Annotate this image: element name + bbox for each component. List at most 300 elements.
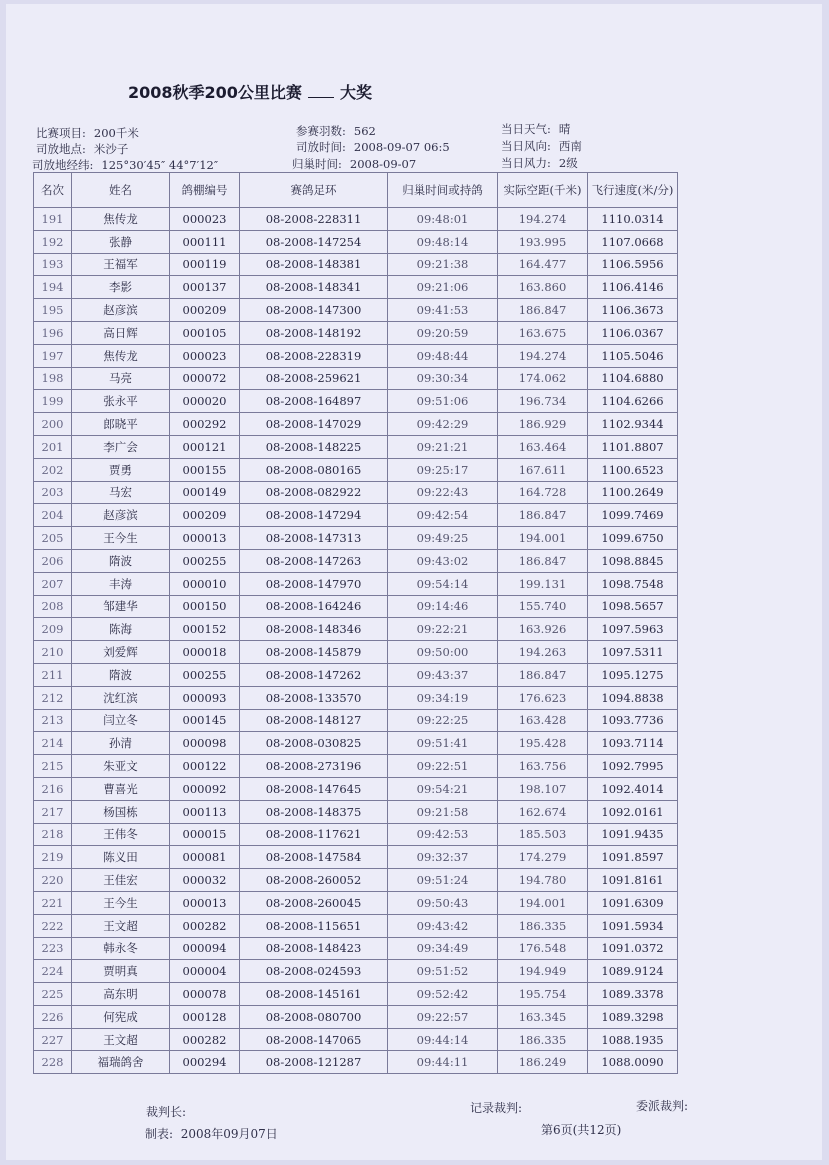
meta-value: 西南 [558, 139, 582, 153]
cell-speed: 1099.7469 [588, 504, 678, 527]
cell-loft: 000294 [170, 1051, 240, 1074]
meta-label: 当日风力: [501, 156, 551, 170]
meta-label: 参赛羽数: [296, 124, 346, 138]
cell-loft: 000010 [170, 572, 240, 595]
cell-rank: 213 [34, 709, 72, 732]
cell-distance: 193.995 [498, 230, 588, 253]
cell-time: 09:21:21 [388, 435, 498, 458]
cell-time: 09:44:11 [388, 1051, 498, 1074]
cell-rank: 224 [34, 960, 72, 983]
cell-loft: 000155 [170, 458, 240, 481]
cell-speed: 1107.0668 [588, 230, 678, 253]
cell-ring: 08-2008-164246 [240, 595, 388, 618]
cell-rank: 203 [34, 481, 72, 504]
cell-ring: 08-2008-145161 [240, 983, 388, 1006]
cell-time: 09:51:24 [388, 869, 498, 892]
table-row [34, 527, 678, 550]
column-header-speed: 飞行速度(米/分) [588, 173, 678, 208]
cell-ring: 08-2008-115651 [240, 914, 388, 937]
cell-speed: 1110.0314 [588, 208, 678, 231]
table-row [34, 960, 678, 983]
cell-time: 09:42:53 [388, 823, 498, 846]
cell-distance: 185.503 [498, 823, 588, 846]
cell-time: 09:22:43 [388, 481, 498, 504]
cell-time: 09:21:38 [388, 253, 498, 276]
cell-name: 陈义田 [72, 846, 170, 869]
cell-distance: 186.847 [498, 663, 588, 686]
cell-name: 曹喜光 [72, 777, 170, 800]
cell-name: 焦传龙 [72, 344, 170, 367]
cell-loft: 000105 [170, 321, 240, 344]
meta-label: 比赛项目: [36, 126, 86, 140]
cell-speed: 1091.9435 [588, 823, 678, 846]
cell-distance: 186.335 [498, 914, 588, 937]
column-header-loft: 鸽棚编号 [170, 173, 240, 208]
cell-rank: 210 [34, 641, 72, 664]
table-row [34, 709, 678, 732]
meta-value: 晴 [558, 122, 571, 136]
cell-loft: 000013 [170, 527, 240, 550]
table-row [34, 755, 678, 778]
cell-time: 09:51:06 [388, 390, 498, 413]
chief-judge-label: 裁判长: [146, 1105, 187, 1119]
column-header-time: 归巢时间或持鸽 [388, 173, 498, 208]
cell-loft: 000093 [170, 686, 240, 709]
cell-name: 隋波 [72, 549, 170, 572]
results-table-body [34, 208, 678, 1074]
cell-time: 09:22:25 [388, 709, 498, 732]
meta-return-time [292, 156, 416, 172]
cell-distance: 163.860 [498, 276, 588, 299]
cell-distance: 186.335 [498, 1028, 588, 1051]
table-row [34, 549, 678, 572]
cell-loft: 000015 [170, 823, 240, 846]
table-row [34, 276, 678, 299]
cell-speed: 1106.0367 [588, 321, 678, 344]
cell-name: 王福军 [72, 253, 170, 276]
cell-name: 隋波 [72, 663, 170, 686]
cell-loft: 000020 [170, 390, 240, 413]
cell-loft: 000078 [170, 983, 240, 1006]
cell-distance: 164.477 [498, 253, 588, 276]
cell-speed: 1089.3378 [588, 983, 678, 1006]
table-row [34, 208, 678, 231]
meta-label: 司放时间: [296, 140, 346, 154]
meta-weather [501, 121, 570, 137]
cell-name: 高日辉 [72, 321, 170, 344]
cell-name: 郎晓平 [72, 413, 170, 436]
cell-speed: 1091.8597 [588, 846, 678, 869]
cell-time: 09:50:43 [388, 891, 498, 914]
cell-ring: 08-2008-273196 [240, 755, 388, 778]
cell-speed: 1097.5311 [588, 641, 678, 664]
cell-time: 09:25:17 [388, 458, 498, 481]
cell-loft: 000092 [170, 777, 240, 800]
cell-time: 09:54:14 [388, 572, 498, 595]
cell-time: 09:34:19 [388, 686, 498, 709]
column-header-name: 姓名 [72, 173, 170, 208]
cell-distance: 194.001 [498, 891, 588, 914]
cell-ring: 08-2008-024593 [240, 960, 388, 983]
meta-value: 200千米 [93, 126, 139, 140]
cell-time: 09:32:37 [388, 846, 498, 869]
cell-loft: 000121 [170, 435, 240, 458]
cell-loft: 000032 [170, 869, 240, 892]
cell-name: 马宏 [72, 481, 170, 504]
table-row [34, 663, 678, 686]
cell-time: 09:43:02 [388, 549, 498, 572]
cell-speed: 1095.1275 [588, 663, 678, 686]
cell-ring: 08-2008-164897 [240, 390, 388, 413]
cell-name: 王伟冬 [72, 823, 170, 846]
cell-name: 马亮 [72, 367, 170, 390]
cell-distance: 195.754 [498, 983, 588, 1006]
cell-distance: 198.107 [498, 777, 588, 800]
meta-release-time [296, 139, 450, 155]
cell-ring: 08-2008-147294 [240, 504, 388, 527]
made-label: 制表: [145, 1127, 174, 1141]
cell-rank: 196 [34, 321, 72, 344]
cell-rank: 214 [34, 732, 72, 755]
cell-rank: 219 [34, 846, 72, 869]
cell-distance: 196.734 [498, 390, 588, 413]
meta-race-item [36, 125, 139, 141]
table-row [34, 618, 678, 641]
cell-time: 09:41:53 [388, 299, 498, 322]
cell-ring: 08-2008-147065 [240, 1028, 388, 1051]
table-row [34, 504, 678, 527]
cell-rank: 222 [34, 914, 72, 937]
cell-name: 韩永冬 [72, 937, 170, 960]
cell-loft: 000113 [170, 800, 240, 823]
cell-time: 09:44:14 [388, 1028, 498, 1051]
cell-time: 09:42:29 [388, 413, 498, 436]
cell-speed: 1097.5963 [588, 618, 678, 641]
column-header-rank: 名次 [34, 173, 72, 208]
table-row [34, 299, 678, 322]
cell-loft: 000150 [170, 595, 240, 618]
cell-distance: 163.428 [498, 709, 588, 732]
cell-loft: 000004 [170, 960, 240, 983]
meta-coords [32, 157, 218, 173]
cell-name: 陈海 [72, 618, 170, 641]
cell-distance: 194.263 [498, 641, 588, 664]
cell-loft: 000282 [170, 1028, 240, 1051]
cell-speed: 1101.8807 [588, 435, 678, 458]
table-row [34, 458, 678, 481]
cell-ring: 08-2008-147584 [240, 846, 388, 869]
cell-rank: 206 [34, 549, 72, 572]
cell-ring: 08-2008-147645 [240, 777, 388, 800]
cell-rank: 218 [34, 823, 72, 846]
cell-ring: 08-2008-147970 [240, 572, 388, 595]
cell-ring: 08-2008-147029 [240, 413, 388, 436]
meta-wind-force [501, 155, 578, 171]
cell-speed: 1106.5956 [588, 253, 678, 276]
cell-speed: 1104.6880 [588, 367, 678, 390]
cell-speed: 1092.7995 [588, 755, 678, 778]
cell-name: 王文超 [72, 914, 170, 937]
cell-speed: 1099.6750 [588, 527, 678, 550]
cell-speed: 1094.8838 [588, 686, 678, 709]
cell-loft: 000209 [170, 299, 240, 322]
cell-rank: 211 [34, 663, 72, 686]
made-by [145, 1125, 278, 1142]
cell-distance: 176.623 [498, 686, 588, 709]
cell-distance: 194.949 [498, 960, 588, 983]
cell-speed: 1098.5657 [588, 595, 678, 618]
meta-label: 当日天气: [501, 122, 551, 136]
cell-distance: 186.847 [498, 549, 588, 572]
cell-time: 09:21:58 [388, 800, 498, 823]
cell-rank: 198 [34, 367, 72, 390]
column-header-ring: 赛鸽足环 [240, 173, 388, 208]
cell-time: 09:43:37 [388, 663, 498, 686]
page-title [128, 80, 372, 103]
cell-ring: 08-2008-080165 [240, 458, 388, 481]
table-row [34, 367, 678, 390]
cell-loft: 000152 [170, 618, 240, 641]
cell-time: 09:48:14 [388, 230, 498, 253]
cell-rank: 216 [34, 777, 72, 800]
cell-ring: 08-2008-260045 [240, 891, 388, 914]
meta-value: 米沙子 [93, 142, 129, 156]
cell-rank: 195 [34, 299, 72, 322]
cell-time: 09:22:57 [388, 1005, 498, 1028]
cell-distance: 194.274 [498, 344, 588, 367]
cell-ring: 08-2008-082922 [240, 481, 388, 504]
cell-loft: 000018 [170, 641, 240, 664]
meta-wind-direction [501, 138, 582, 154]
cell-speed: 1091.5934 [588, 914, 678, 937]
cell-name: 张永平 [72, 390, 170, 413]
cell-distance: 186.847 [498, 504, 588, 527]
title-suffix: 大奖 [339, 83, 372, 102]
cell-ring: 08-2008-148127 [240, 709, 388, 732]
cell-speed: 1091.8161 [588, 869, 678, 892]
cell-name: 杨国栋 [72, 800, 170, 823]
made-date: 2008年09月07日 [180, 1127, 278, 1141]
cell-speed: 1088.1935 [588, 1028, 678, 1051]
cell-name: 朱亚文 [72, 755, 170, 778]
cell-loft: 000122 [170, 755, 240, 778]
cell-name: 李广会 [72, 435, 170, 458]
table-row [34, 572, 678, 595]
cell-speed: 1100.2649 [588, 481, 678, 504]
cell-loft: 000255 [170, 663, 240, 686]
cell-name: 李影 [72, 276, 170, 299]
cell-name: 福瑞鸽舍 [72, 1051, 170, 1074]
cell-speed: 1092.0161 [588, 800, 678, 823]
cell-name: 焦传龙 [72, 208, 170, 231]
cell-distance: 163.926 [498, 618, 588, 641]
cell-ring: 08-2008-148375 [240, 800, 388, 823]
cell-loft: 000013 [170, 891, 240, 914]
meta-value: 2008-09-07 [349, 157, 417, 171]
table-row [34, 321, 678, 344]
cell-distance: 163.464 [498, 435, 588, 458]
cell-rank: 205 [34, 527, 72, 550]
cell-distance: 162.674 [498, 800, 588, 823]
cell-distance: 199.131 [498, 572, 588, 595]
cell-distance: 163.345 [498, 1005, 588, 1028]
table-row [34, 983, 678, 1006]
cell-speed: 1091.6309 [588, 891, 678, 914]
cell-ring: 08-2008-148341 [240, 276, 388, 299]
table-header-row [34, 173, 678, 208]
cell-rank: 221 [34, 891, 72, 914]
cell-loft: 000128 [170, 1005, 240, 1028]
meta-label: 归巢时间: [292, 157, 342, 171]
cell-loft: 000255 [170, 549, 240, 572]
cell-time: 09:30:34 [388, 367, 498, 390]
cell-ring: 08-2008-080700 [240, 1005, 388, 1028]
table-row [34, 1005, 678, 1028]
cell-speed: 1092.4014 [588, 777, 678, 800]
cell-rank: 204 [34, 504, 72, 527]
cell-rank: 207 [34, 572, 72, 595]
cell-rank: 193 [34, 253, 72, 276]
cell-rank: 217 [34, 800, 72, 823]
cell-ring: 08-2008-259621 [240, 367, 388, 390]
cell-rank: 194 [34, 276, 72, 299]
meta-value: 562 [353, 124, 376, 138]
cell-name: 王今生 [72, 527, 170, 550]
table-row [34, 413, 678, 436]
cell-time: 09:14:46 [388, 595, 498, 618]
cell-time: 09:42:54 [388, 504, 498, 527]
cell-time: 09:48:44 [388, 344, 498, 367]
cell-speed: 1105.5046 [588, 344, 678, 367]
table-row [34, 914, 678, 937]
recorder-label: 记录裁判: [470, 1101, 523, 1115]
cell-name: 丰涛 [72, 572, 170, 595]
cell-name: 王文超 [72, 1028, 170, 1051]
cell-rank: 191 [34, 208, 72, 231]
cell-name: 何宪成 [72, 1005, 170, 1028]
cell-speed: 1091.0372 [588, 937, 678, 960]
table-row [34, 641, 678, 664]
cell-time: 09:43:42 [388, 914, 498, 937]
cell-rank: 201 [34, 435, 72, 458]
meta-value: 2级 [558, 156, 578, 170]
cell-ring: 08-2008-147254 [240, 230, 388, 253]
cell-rank: 197 [34, 344, 72, 367]
cell-loft: 000137 [170, 276, 240, 299]
cell-time: 09:48:01 [388, 208, 498, 231]
cell-ring: 08-2008-148381 [240, 253, 388, 276]
cell-distance: 194.274 [498, 208, 588, 231]
cell-time: 09:22:21 [388, 618, 498, 641]
cell-speed: 1098.8845 [588, 549, 678, 572]
cell-time: 09:49:25 [388, 527, 498, 550]
cell-ring: 08-2008-147263 [240, 549, 388, 572]
page-number: 第6页(共12页) [541, 1123, 622, 1137]
cell-ring: 08-2008-147313 [240, 527, 388, 550]
cell-time: 09:34:49 [388, 937, 498, 960]
table-row [34, 891, 678, 914]
appointed-judge-label: 委派裁判: [636, 1099, 689, 1113]
cell-rank: 200 [34, 413, 72, 436]
cell-time: 09:52:42 [388, 983, 498, 1006]
cell-rank: 209 [34, 618, 72, 641]
cell-name: 赵彦滨 [72, 504, 170, 527]
table-row [34, 732, 678, 755]
cell-loft: 000145 [170, 709, 240, 732]
cell-ring: 08-2008-030825 [240, 732, 388, 755]
table-row [34, 937, 678, 960]
cell-distance: 164.728 [498, 481, 588, 504]
cell-rank: 215 [34, 755, 72, 778]
results-table [33, 172, 678, 1074]
cell-distance: 163.756 [498, 755, 588, 778]
table-row [34, 686, 678, 709]
cell-ring: 08-2008-260052 [240, 869, 388, 892]
cell-loft: 000094 [170, 937, 240, 960]
cell-rank: 225 [34, 983, 72, 1006]
cell-distance: 194.001 [498, 527, 588, 550]
cell-time: 09:22:51 [388, 755, 498, 778]
cell-loft: 000023 [170, 208, 240, 231]
cell-name: 邹建华 [72, 595, 170, 618]
cell-distance: 186.847 [498, 299, 588, 322]
cell-loft: 000098 [170, 732, 240, 755]
cell-distance: 195.428 [498, 732, 588, 755]
cell-rank: 228 [34, 1051, 72, 1074]
cell-name: 高东明 [72, 983, 170, 1006]
cell-ring: 08-2008-133570 [240, 686, 388, 709]
meta-entries [296, 123, 376, 139]
cell-rank: 212 [34, 686, 72, 709]
cell-loft: 000072 [170, 367, 240, 390]
column-header-distance: 实际空距(千米) [498, 173, 588, 208]
cell-speed: 1093.7114 [588, 732, 678, 755]
cell-speed: 1088.0090 [588, 1051, 678, 1074]
meta-label: 当日风向: [501, 139, 551, 153]
cell-distance: 174.062 [498, 367, 588, 390]
cell-distance: 167.611 [498, 458, 588, 481]
cell-rank: 223 [34, 937, 72, 960]
cell-distance: 186.929 [498, 413, 588, 436]
cell-speed: 1089.9124 [588, 960, 678, 983]
cell-speed: 1106.3673 [588, 299, 678, 322]
cell-speed: 1102.9344 [588, 413, 678, 436]
table-row [34, 1051, 678, 1074]
table-row [34, 481, 678, 504]
cell-ring: 08-2008-147262 [240, 663, 388, 686]
title-blank-line [308, 97, 334, 98]
cell-ring: 08-2008-148225 [240, 435, 388, 458]
title-text: 2008秋季200公里比赛 [128, 83, 302, 102]
cell-name: 孙清 [72, 732, 170, 755]
cell-name: 闫立冬 [72, 709, 170, 732]
cell-ring: 08-2008-228311 [240, 208, 388, 231]
table-row [34, 595, 678, 618]
cell-time: 09:54:21 [388, 777, 498, 800]
meta-label: 司放地点: [36, 142, 86, 156]
cell-ring: 08-2008-148346 [240, 618, 388, 641]
cell-name: 刘爱辉 [72, 641, 170, 664]
cell-rank: 199 [34, 390, 72, 413]
cell-time: 09:51:41 [388, 732, 498, 755]
cell-name: 王佳宏 [72, 869, 170, 892]
cell-rank: 208 [34, 595, 72, 618]
cell-ring: 08-2008-145879 [240, 641, 388, 664]
cell-distance: 194.780 [498, 869, 588, 892]
cell-name: 贾勇 [72, 458, 170, 481]
cell-rank: 220 [34, 869, 72, 892]
cell-name: 张静 [72, 230, 170, 253]
